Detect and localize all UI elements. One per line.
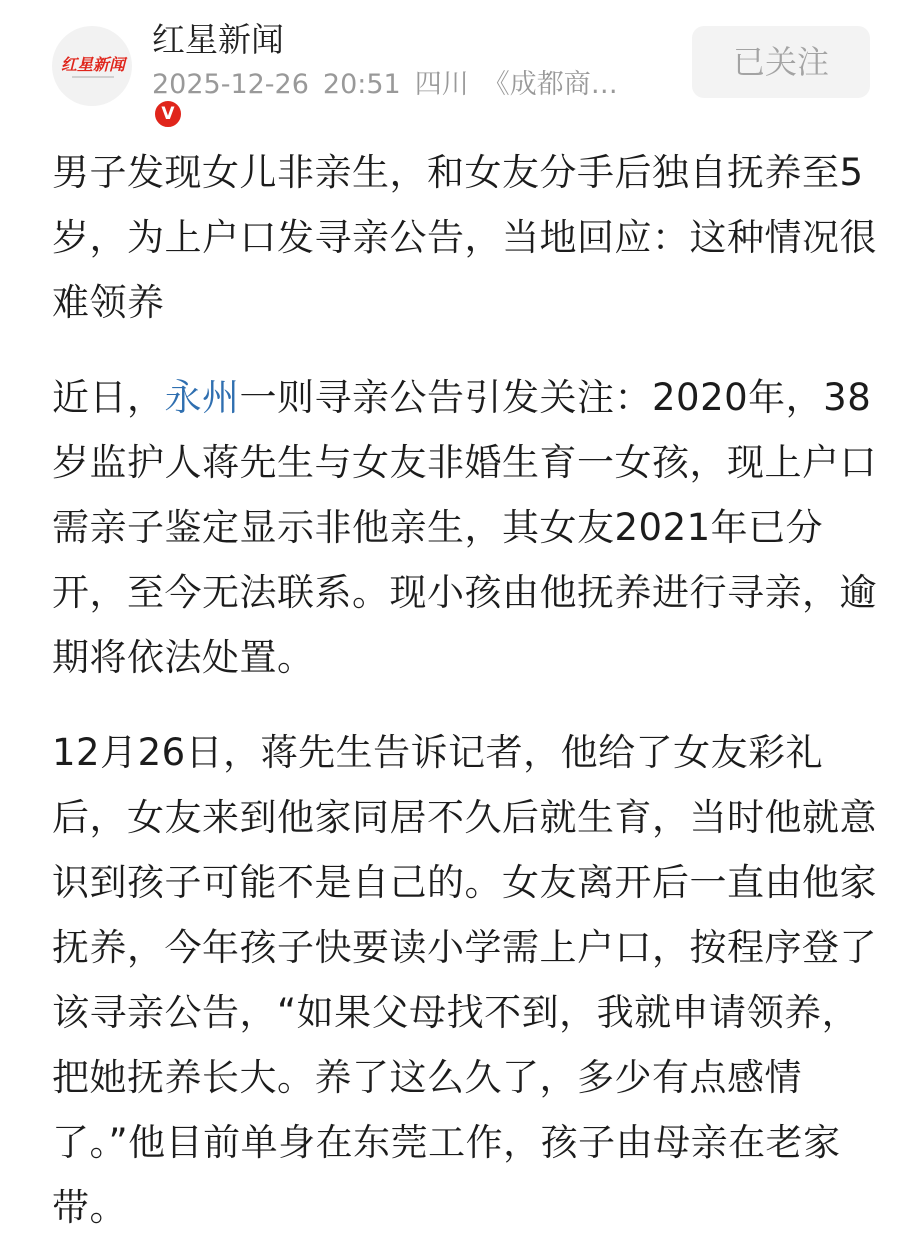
post-meta (152, 66, 672, 104)
post-location: 四川 (414, 69, 469, 100)
post-source[interactable]: 《成都商… (482, 69, 618, 100)
article-paragraph: 12月26日，蒋先生告诉记者，他给了女友彩礼后，女友来到他家同居不久后就生育，当时他就意识到孩子可能不是自己的。女友离开后一直由他家抚养，今年孩子快要读小学需上户口，按程序登了该寻亲公告，“如果父母找不到，我就申请领养，把她抚养长大。养了这么久了，多少有点感情了。”他目前单身在东莞工作，孩子由母亲在老家带。 (52, 731, 877, 1229)
article-headline: 男子发现女儿非亲生，和女友分手后独自抚养至5岁，为上户口发寻亲公告，当地回应：这种情况很难领养 (52, 151, 877, 324)
post-time: 20:51 (322, 69, 401, 100)
avatar-logo-text: 红星新闻 (60, 55, 126, 74)
follow-button[interactable]: 已关注 (692, 26, 870, 98)
avatar-logo (58, 46, 128, 82)
post-header (0, 0, 922, 124)
paragraph-text: 一则寻亲公告引发关注：2020年，38岁监护人蒋先生与女友非婚生育一女孩，现上户口需亲子鉴定显示非他亲生，其女友2021年已分开，至今无法联系。现小孩由他抚养进行寻亲，逾期将依法处置。 (52, 376, 877, 679)
post-date: 2025-12-26 (152, 69, 309, 100)
article-body (52, 140, 878, 1240)
verified-icon: V (152, 98, 184, 130)
avatar[interactable] (52, 26, 175, 124)
paragraph-lead: 近日， (52, 376, 165, 419)
place-link-yongzhou[interactable]: 永州 (164, 376, 240, 419)
account-name[interactable]: 红星新闻 (152, 20, 284, 59)
article-paragraph (52, 365, 878, 690)
